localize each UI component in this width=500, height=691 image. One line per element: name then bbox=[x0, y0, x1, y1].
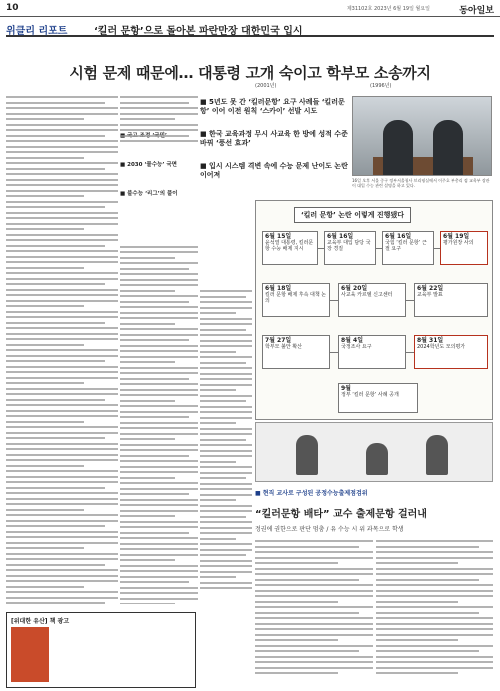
story-tag: ■ 현직 교사로 구성된 공정수능출제점검위 bbox=[255, 490, 368, 497]
ad-title: [위대한 유산] 책 광고 bbox=[11, 618, 70, 625]
issue-meta: 제31102호 2023년 6월 19일 월요일 bbox=[346, 6, 430, 12]
cartoon-figure bbox=[366, 443, 388, 475]
person-figure bbox=[383, 120, 413, 175]
timeline-event: 8월 4일 국정조사 요구 bbox=[338, 335, 406, 369]
timeline-event: 6월 18일 킬러 문항 배제 후속 대책 논의 bbox=[262, 283, 330, 317]
timeline-connector bbox=[376, 248, 382, 249]
timeline-event: 6월 20일 사교육 카르텔 신고센터 bbox=[338, 283, 406, 317]
subhead-2: ■ 2030 ‘물수능’ 국면 bbox=[120, 162, 177, 168]
timeline-connector bbox=[406, 352, 414, 353]
timeline-event: 6월 19일 평가원장 사의 bbox=[440, 231, 488, 265]
page-number: 10 bbox=[6, 3, 19, 13]
book-advertisement bbox=[6, 612, 196, 688]
press-briefing-photo bbox=[352, 96, 492, 176]
headline-note-right: (1996년) bbox=[370, 83, 392, 89]
pull-quote-column bbox=[200, 98, 350, 194]
subhead-3: ■ 불수능 ‘리그’의 풀이 bbox=[120, 191, 178, 197]
story-headline: “킬러문항 배타” 교수 출제문항 걸러내 bbox=[255, 509, 427, 520]
story2-column-2 bbox=[376, 540, 493, 685]
page-header bbox=[0, 0, 500, 17]
timeline-connector bbox=[330, 300, 338, 301]
timeline-connector bbox=[330, 352, 338, 353]
pull-quote-2: ■ 한국 교육과정 무시 사교육 한 방에 성적 수준 바꿔 ‘풍선 효과’ bbox=[200, 130, 348, 147]
timeline-event: 8월 31일 2024학년도 모의평가 bbox=[414, 335, 488, 369]
photo-caption: 16일 오후 서울 중구 정부서울청사 브리핑실에서 이주호 부총리 겸 교육부 장관이 대입 수능 관련 설명을 하고 있다. bbox=[352, 178, 490, 188]
pull-quote-1: ■ 5년도 못 간 ‘킬러문항’ 요구 사례들 ‘킬러문항’ 이어 이전 원칙 ‘스카이’ 선발 시도 bbox=[200, 98, 345, 115]
story2-column-1 bbox=[255, 540, 373, 685]
person-figure bbox=[433, 120, 463, 175]
newspaper-brand: 동아일보 bbox=[459, 6, 494, 16]
timeline-event: 6월 16일 교육부 대입 담당 국장 경질 bbox=[324, 231, 376, 265]
body-column-2 bbox=[120, 96, 198, 604]
secondary-story bbox=[255, 488, 493, 534]
timeline-graphic bbox=[255, 200, 493, 420]
main-headline: 시험 문제 때문에… 대통령 고개 숙이고 학부모 소송까지 bbox=[69, 64, 431, 82]
timeline-event: 9월 정부 ‘킬러 문항’ 사례 공개 bbox=[338, 383, 418, 413]
cartoon-figure bbox=[296, 435, 318, 475]
body-column-3 bbox=[200, 290, 252, 608]
timeline-event: 6월 16일 국힘 ‘킬러 문항’ 근절 요구 bbox=[382, 231, 434, 265]
timeline-connector bbox=[318, 248, 324, 249]
section-banner bbox=[6, 21, 494, 37]
timeline-connector bbox=[406, 300, 414, 301]
book-cover-image bbox=[11, 627, 49, 682]
timeline-connector bbox=[434, 248, 440, 249]
pull-quote-3: ■ 입시 시스템 격변 속에 수능 문제 난이도 논란 이어져 bbox=[200, 162, 348, 179]
section-tag: 위클리 리포트 bbox=[6, 26, 68, 37]
timeline-title: ‘킬러 문항’ 논란 이렇게 진행됐다 bbox=[294, 207, 411, 223]
body-column-1 bbox=[6, 96, 118, 604]
cartoon-figure bbox=[426, 435, 448, 475]
timeline-event: 7월 27일 학부모 불안 확산 bbox=[262, 335, 330, 369]
timeline-event: 6월 15일 윤석열 대통령, 킬러문항 수능 배제 지시 bbox=[262, 231, 318, 265]
cartoon-illustration bbox=[255, 422, 493, 482]
section-title: ‘킬러 문항’으로 돌아본 파란만장 대한민국 입시 bbox=[94, 26, 303, 37]
timeline-event: 6월 22일 교육부 발표 bbox=[414, 283, 488, 317]
story-subhead: 정권에 권한으로 판단 멈춤 / 유 수능 시 위 과목으로 학생 bbox=[255, 526, 404, 533]
headline-note-left: (2001년) bbox=[255, 83, 277, 89]
